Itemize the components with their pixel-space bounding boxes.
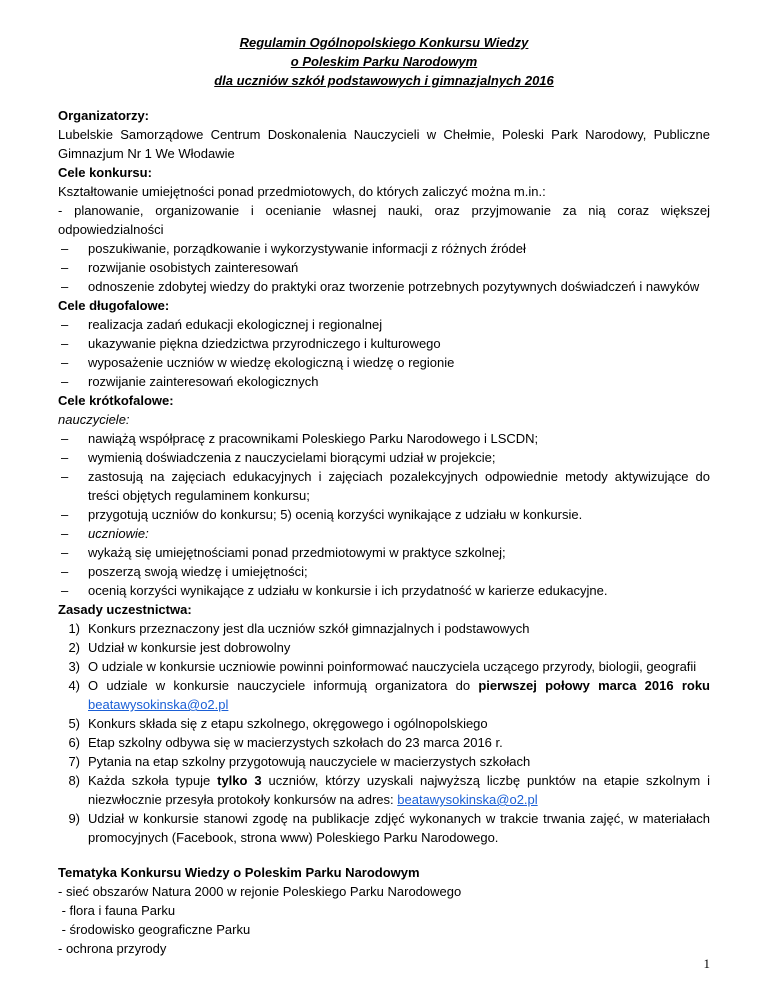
rule-number: 2) xyxy=(68,640,80,655)
short-term-heading: Cele krótkofalowe: xyxy=(58,393,174,408)
rule-number: 8) xyxy=(68,773,80,788)
rule-text: Konkurs składa się z etapu szkolnego, okręgowego i ogólnopolskiego xyxy=(88,716,488,731)
rule-text: Pytania na etap szkolny przygotowują nauczyciele w macierzystych szkołach xyxy=(88,754,531,769)
rule-deadline: pierwszej połowy marca 2016 roku xyxy=(478,678,710,693)
long-term-heading: Cele długofalowe: xyxy=(58,298,170,313)
list-item: – poszerzą swoją wiedzę i umiejętności; xyxy=(58,562,710,581)
rule-item xyxy=(58,657,710,676)
rule-item xyxy=(58,619,710,638)
goals-intro: Kształtowanie umiejętności ponad przedmiotowych, do których zaliczyć można m.in.: xyxy=(58,184,546,199)
rule-number: 3) xyxy=(68,659,80,674)
list-item: – odnoszenie zdobytej wiedzy do praktyki oraz tworzenie potrzebnych pozytywnych doświadczeń i nawyków xyxy=(58,277,710,296)
list-item: – rozwijanie zainteresowań ekologicznych xyxy=(58,372,710,391)
rule-item xyxy=(58,771,710,809)
rule-text: Udział w konkursie jest dobrowolny xyxy=(88,640,291,655)
organizers-section xyxy=(58,106,710,163)
rule-text: O udziale w konkursie nauczyciele informują organizatora do xyxy=(88,678,479,693)
rule-text: Etap szkolny odbywa się w macierzystych szkołach do 23 marca 2016 r. xyxy=(88,735,503,750)
short-term-section xyxy=(58,391,710,600)
list-item: – zastosują na zajęciach edukacyjnych i zajęciach pozalekcyjnych odpowiednie metody aktywizujące do treści objętych regulaminem konkursu; xyxy=(58,467,710,505)
list-item: – wyposażenie uczniów w wiedzę ekologiczną i wiedzę o regionie xyxy=(58,353,710,372)
rule-number: 5) xyxy=(68,716,80,731)
list-item: – realizacja zadań edukacji ekologicznej i regionalnej xyxy=(58,315,710,334)
title-line-2: o Poleskim Parku Narodowym xyxy=(290,54,478,69)
list-item: – nawiążą współpracę z pracownikami Poleskiego Parku Narodowego i LSCDN; xyxy=(58,429,710,448)
rule-number: 9) xyxy=(68,811,80,826)
rule-text: uczniów, którzy uzyskali najwyższą liczbę punktów na etapie szkolnym i niezwłocznie przesyła protokoły konkursów na adres: xyxy=(88,773,710,807)
page-number: 1 xyxy=(703,956,710,971)
topics-section xyxy=(58,863,710,958)
email-link[interactable]: beatawysokinska@o2.pl xyxy=(397,792,538,807)
rule-number: 6) xyxy=(68,735,80,750)
teachers-label: nauczyciele: xyxy=(58,412,130,427)
list-item: - flora i fauna Parku xyxy=(58,903,176,918)
long-term-section xyxy=(58,296,710,391)
list-item: – wymienią doświadczenia z nauczycielami biorącymi udział w projekcie; xyxy=(58,448,710,467)
rule-item xyxy=(58,676,710,714)
rule-text: Każda szkoła typuje xyxy=(88,773,218,788)
list-item: – rozwijanie osobistych zainteresowań xyxy=(58,258,710,277)
list-item: – ukazywanie piękna dziedzictwa przyrodniczego i kulturowego xyxy=(58,334,710,353)
rule-number: 7) xyxy=(68,754,80,769)
list-item: – ocenią korzyści wynikające z udziału w konkursie i ich przydatność w karierze edukacyjne. xyxy=(58,581,710,600)
organizers-text: Lubelskie Samorządowe Centrum Doskonalenia Nauczycieli w Chełmie, Poleski Park Narodowy, Publiczne Gimnazjum Nr 1 We Włodawie xyxy=(58,127,710,161)
rule-text: Konkurs przeznaczony jest dla uczniów szkół gimnazjalnych i podstawowych xyxy=(88,621,530,636)
list-item: – przygotują uczniów do konkursu; 5) ocenią korzyści wynikające z udziału w konkursie. xyxy=(58,505,710,524)
rules-section xyxy=(58,600,710,847)
document-title xyxy=(58,33,710,90)
title-line-3: dla uczniów szkół podstawowych i gimnazjalnych 2016 xyxy=(214,73,554,88)
rule-item xyxy=(58,714,710,733)
organizers-heading: Organizatorzy: xyxy=(58,108,150,123)
goals-heading: Cele konkursu: xyxy=(58,165,152,180)
list-item: - sieć obszarów Natura 2000 w rejonie Poleskiego Parku Narodowego xyxy=(58,884,462,899)
rule-item xyxy=(58,638,710,657)
list-item: - ochrona przyrody xyxy=(58,941,167,956)
title-line-1: Regulamin Ogólnopolskiego Konkursu Wiedzy xyxy=(239,35,529,50)
rule-item xyxy=(58,752,710,771)
list-item: – poszukiwanie, porządkowanie i wykorzystywanie informacji z różnych źródeł xyxy=(58,239,710,258)
list-item: - środowisko geograficzne Parku xyxy=(58,922,251,937)
rule-text: O udziale w konkursie uczniowie powinni poinformować nauczyciela uczącego przyrody, biologii, geografii xyxy=(88,659,697,674)
rule-number: 4) xyxy=(68,678,80,693)
topics-heading: Tematyka Konkursu Wiedzy o Poleskim Parku Narodowym xyxy=(58,865,420,880)
goals-planning: - planowanie, organizowanie i ocenianie własnej nauki, oraz przyjmowanie za nią coraz większej odpowiedzialności xyxy=(58,203,710,237)
email-link[interactable]: beatawysokinska@o2.pl xyxy=(88,697,229,712)
rule-number: 1) xyxy=(68,621,80,636)
rule-item xyxy=(58,809,710,847)
rule-item xyxy=(58,733,710,752)
students-label: – uczniowie: xyxy=(58,524,710,543)
list-item: – wykażą się umiejętnościami ponad przedmiotowymi w praktyce szkolnej; xyxy=(58,543,710,562)
rule-text: Udział w konkursie stanowi zgodę na publikacje zdjęć wykonanych w trakcie trwania zajęć, w materiałach promocyjnych (Facebook, strona www) Poleskiego Parku Narodowego. xyxy=(88,811,710,845)
rules-heading: Zasady uczestnictwa: xyxy=(58,602,192,617)
goals-section xyxy=(58,163,710,296)
rule-limit: tylko 3 xyxy=(217,773,262,788)
